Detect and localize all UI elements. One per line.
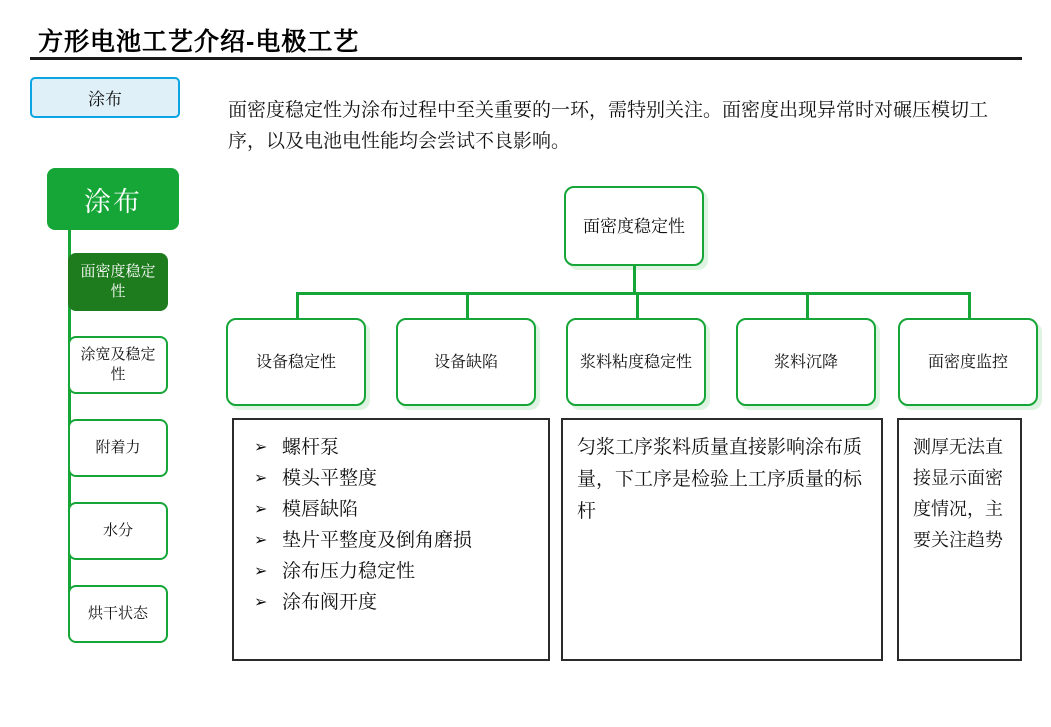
arrow-bullet-icon: ➢ [254,532,268,549]
right-note-text: 测厚无法直接显示面密度情况，主要关注趋势 [913,437,1003,550]
list-item-label: 模唇缺陷 [282,499,359,520]
list-item-label: 垫片平整度及倒角磨损 [282,530,473,551]
flow-connector-vertical [636,292,639,318]
flow-node-0[interactable]: 设备稳定性 [226,318,366,406]
flow-node-3[interactable]: 浆料沉降 [736,318,876,406]
flow-connector-vertical [968,292,971,318]
list-item [248,556,534,587]
flow-connector-horizontal [296,292,968,295]
flow-connector-vertical [296,292,299,318]
flow-connector-vertical [633,266,636,292]
intro-paragraph: 面密度稳定性为涂布过程中至关重要的一环，需特别关注。面密度出现异常时对碾压模切工序，以及电池电性能均会尝试不良影响。 [228,100,989,152]
flow-node-4[interactable]: 面密度监控 [898,318,1038,406]
tree-item-4[interactable]: 烘干状态 [68,585,168,643]
tree-item-1[interactable]: 涂宽及稳定性 [68,336,168,394]
list-item [248,432,534,463]
flow-connector-vertical [806,292,809,318]
flow-node-1[interactable]: 设备缺陷 [396,318,536,406]
list-item [248,463,534,494]
bullet-panel [232,418,550,661]
list-item [248,494,534,525]
right-note-panel [897,418,1022,661]
middle-note-panel [561,418,883,661]
list-item [248,587,534,618]
navigation-tree [40,168,210,658]
flow-node-2[interactable]: 浆料粘度稳定性 [566,318,706,406]
page-title: 方形电池工艺介绍-电极工艺 [38,28,360,56]
list-item-label: 模头平整度 [282,468,378,489]
tree-item-0[interactable]: 面密度稳定性 [68,253,168,311]
breadcrumb-label: 涂布 [88,90,122,109]
breadcrumb[interactable] [30,77,180,118]
flow-connector-vertical [466,292,469,318]
list-item-label: 涂布阀开度 [282,592,378,613]
middle-note-text: 匀浆工序浆料质量直接影响涂布质量，下工序是检验上工序质量的标杆 [577,437,863,522]
list-item-label: 螺杆泵 [282,437,340,458]
list-item-label: 涂布压力稳定性 [282,561,416,582]
tree-root-node[interactable]: 涂布 [47,168,179,230]
flow-root-node[interactable]: 面密度稳定性 [564,186,704,266]
list-item [248,525,534,556]
title-divider [30,57,1022,60]
tree-item-3[interactable]: 水分 [68,502,168,560]
arrow-bullet-icon: ➢ [254,563,268,580]
tree-item-2[interactable]: 附着力 [68,419,168,477]
arrow-bullet-icon: ➢ [254,594,268,611]
bullet-list [248,432,534,618]
arrow-bullet-icon: ➢ [254,470,268,487]
arrow-bullet-icon: ➢ [254,501,268,518]
arrow-bullet-icon: ➢ [254,439,268,456]
